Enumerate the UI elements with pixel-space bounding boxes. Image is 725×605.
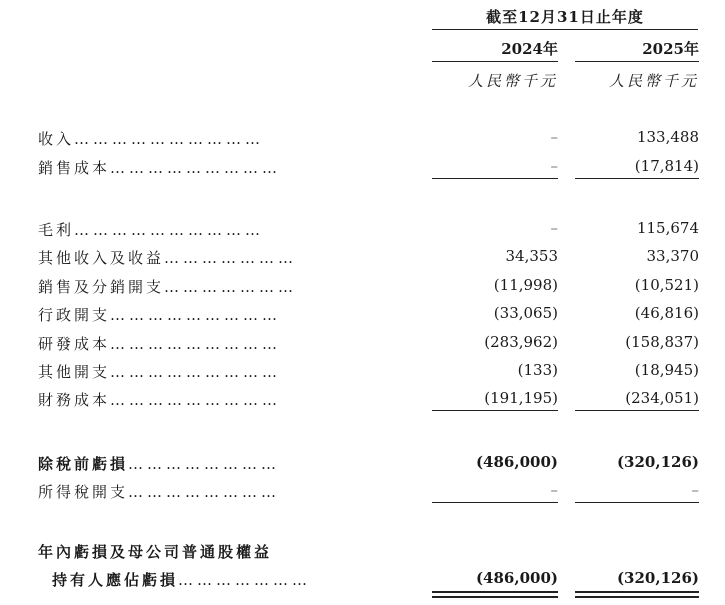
net-rule-2025 [575,502,699,503]
subtotal-rule-2025 [575,178,699,179]
row-label-loss-for-year-line1: 年內虧損及母公司普通股權益 [38,543,273,561]
pretax-rule-2024 [432,410,558,411]
row-label-cost-of-sales: 銷售成本……………………… [38,159,282,177]
row-label-revenue: 收入………………………… [38,130,265,148]
other-income-2025: 33,370 [646,247,699,265]
other-income-2024: 34,353 [505,247,558,265]
other-expenses-2025: (18,945) [634,361,699,379]
loss-attributable-2025: (320,126) [616,569,699,587]
total-double-rule-bottom-2025 [575,596,699,598]
year-2025-heading: 2025年 [642,40,699,58]
total-double-rule-bottom-2024 [432,596,558,598]
finance-costs-2024: (191,195) [484,389,558,407]
period-heading: 截至12月31日止年度 [486,8,644,26]
other-expenses-2024: (133) [517,361,558,379]
loss-before-tax-2024: (486,000) [475,453,558,471]
row-label-loss-attributable: 持有人應佔虧損………………… [52,571,312,589]
row-label-admin-expenses: 行政開支……………………… [38,306,282,324]
loss-before-tax-2025: (320,126) [616,453,699,471]
unit-2024: 人民幣千元 [467,72,558,90]
revenue-2024: – [550,128,558,146]
net-rule-2024 [432,502,558,503]
cost-of-sales-2025: (17,814) [634,157,699,175]
rd-costs-2024: (283,962) [484,333,558,351]
gross-profit-2024: – [550,219,558,237]
unit-2025: 人民幣千元 [608,72,699,90]
admin-expenses-2025: (46,816) [634,304,699,322]
year-2024-rule [432,61,558,62]
row-label-rd-costs: 研發成本……………………… [38,335,282,353]
income-tax-2024: – [550,481,558,499]
total-double-rule-top-2024 [432,591,558,593]
row-label-other-income: 其他收入及收益………………… [38,249,298,267]
income-tax-2025: – [691,481,699,499]
period-rule [432,29,698,30]
row-label-income-tax: 所得稅開支…………………… [38,483,281,501]
revenue-2025: 133,488 [636,128,699,146]
cost-of-sales-2024: – [550,157,558,175]
finance-costs-2025: (234,051) [625,389,699,407]
loss-attributable-2024: (486,000) [475,569,558,587]
row-label-other-expenses: 其他開支……………………… [38,363,282,381]
row-label-finance-costs: 財務成本……………………… [38,391,282,409]
subtotal-rule-2024 [432,178,558,179]
year-2024-heading: 2024年 [501,40,558,58]
gross-profit-2025: 115,674 [636,219,699,237]
row-label-gross-profit: 毛利………………………… [38,221,265,239]
admin-expenses-2024: (33,065) [493,304,558,322]
selling-expenses-2025: (10,521) [634,276,699,294]
total-double-rule-top-2025 [575,591,699,593]
year-2025-rule [575,61,699,62]
selling-expenses-2024: (11,998) [493,276,558,294]
rd-costs-2025: (158,837) [625,333,699,351]
row-label-loss-before-tax: 除稅前虧損…………………… [38,455,281,473]
pretax-rule-2025 [575,410,699,411]
row-label-selling-expenses: 銷售及分銷開支………………… [38,278,298,296]
